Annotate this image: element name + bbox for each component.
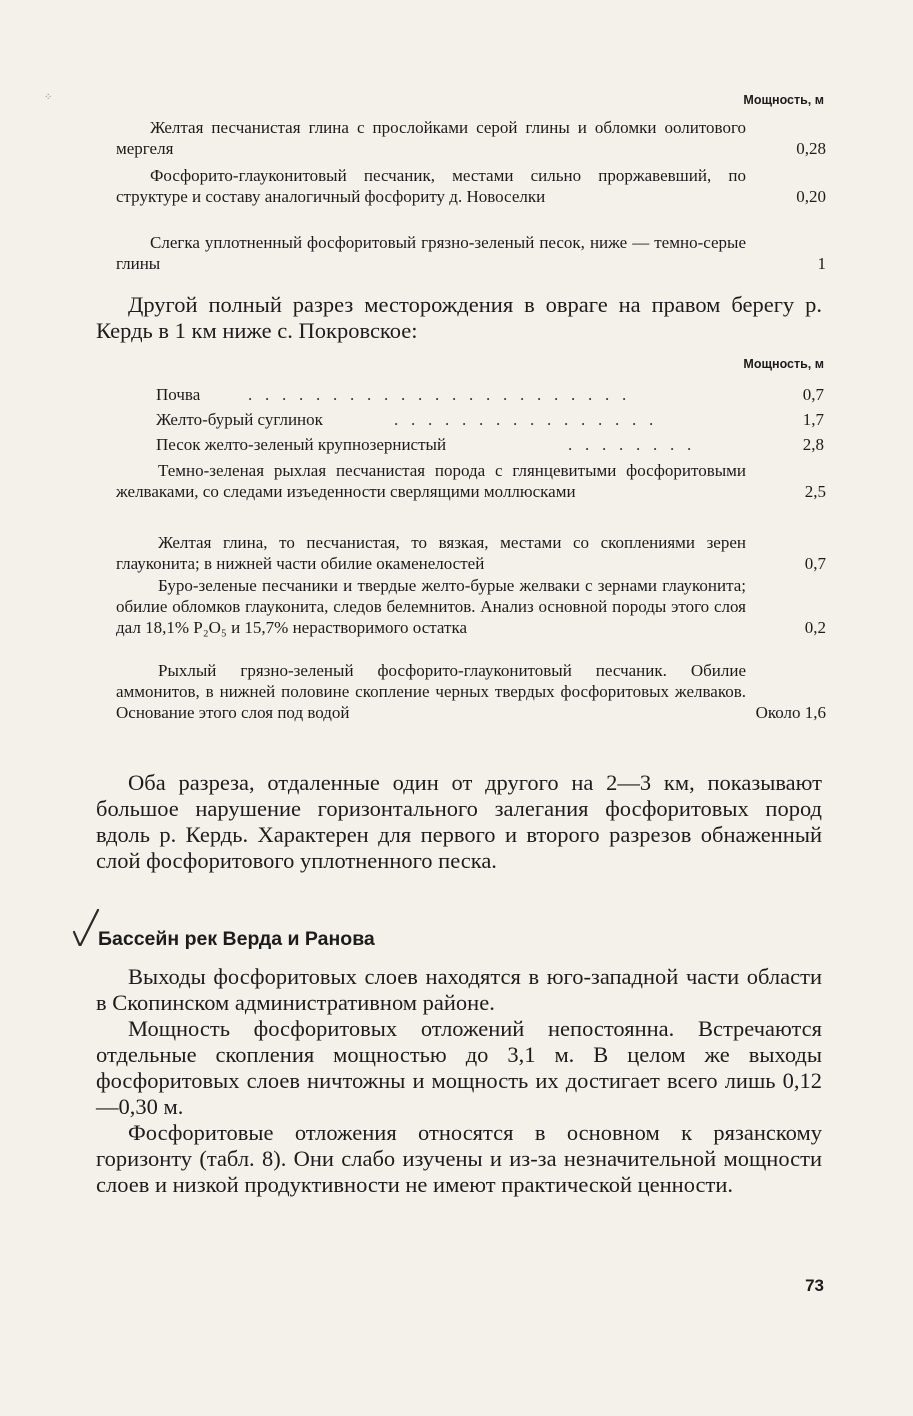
section-heading: Бассейн рек Верда и Ранова xyxy=(98,928,375,950)
layer-thickness: Около 1,6 xyxy=(755,703,826,722)
layer-entry xyxy=(116,460,826,502)
layer-entry xyxy=(116,532,826,574)
layer-description: Слегка уплотненный фосфоритовый грязно-зеленый песок, ниже — темно-серые глины xyxy=(116,233,746,273)
layer-row xyxy=(156,434,824,455)
layer-row xyxy=(156,409,824,430)
layer-description: Рыхлый грязно-зеленый фосфорито-глауконитовый песчаник. Обилие аммонитов, в нижней половине скопление черных твердых фосфоритовых желваков. Основание этого слоя под водой xyxy=(116,661,746,722)
layer-thickness: 2,5 xyxy=(804,482,826,501)
body-paragraph: Мощность фосфоритовых отложений непостоянна. Встречаются отдельные скопления мощностью до 3,1 м. В целом же выходы фосфоритовых слоев ничтожны и мощность их достигает всего лишь 0,12—0,30 м. xyxy=(96,1016,822,1119)
layer-description: Фосфорито-глауконитовый песчаник, местами сильно проржавевший, по структуре и составу аналогичный фосфориту д. Новоселки xyxy=(116,166,746,206)
body-paragraph: Выходы фосфоритовых слоев находятся в юго-западной части области в Скопинском административном районе. xyxy=(96,964,822,1015)
thickness-column-header: Мощность, м xyxy=(743,357,824,371)
layer-entry xyxy=(116,575,826,638)
leader-dots: . . . . . . . . xyxy=(568,435,692,454)
layer-name: Песок желто-зеленый крупнозернистый xyxy=(156,435,447,454)
layer-thickness: 2,8 xyxy=(802,435,824,454)
layer-name: Почва xyxy=(156,385,201,404)
layer-entry xyxy=(116,660,826,723)
intro-paragraph: Другой полный разрез месторождения в овраге на правом берегу р. Кердь в 1 км ниже с. Покровское: xyxy=(96,292,822,343)
checkmark-icon xyxy=(70,906,100,946)
layer-entry xyxy=(116,232,826,274)
layer-thickness: 0,20 xyxy=(796,187,826,206)
page-number: 73 xyxy=(805,1276,824,1295)
layer-description: Желтая глина, то песчанистая, то вязкая, местами со скоплениями зерен глауконита; в нижней части обилие окаменелостей xyxy=(116,533,746,573)
layer-description: Буро-зеленые песчаники и твердые желто-бурые желваки с зернами глауконита; обилие обломков глауконита, следов белемнитов. Анализ основной породы этого слоя дал 18,1% P₂O₅ и 15,7% нерастворимого остатка xyxy=(116,576,746,637)
body-paragraph: Оба разреза, отдаленные один от другого на 2—3 км, показывают большое нарушение горизонтального залегания фосфоритовых пород вдоль р. Кердь. Характерен для первого и второго разрезов обнаженный слой фосфоритового уплотненного песка. xyxy=(96,770,822,873)
layer-entry xyxy=(116,165,826,207)
layer-name: Желто-бурый суглинок xyxy=(156,410,323,429)
layer-description: Желтая песчанистая глина с прослойками серой глины и обломки оолитового мергеля xyxy=(116,118,746,158)
layer-thickness: 0,7 xyxy=(804,554,826,573)
layer-thickness: 1 xyxy=(817,254,826,273)
layer-entry xyxy=(116,117,826,159)
body-paragraph: Фосфоритовые отложения относятся в основном к рязанскому горизонту (табл. 8). Они слабо изучены и из-за незначительной мощности слоев и низкой продуктивности не имеют практической ценности. xyxy=(96,1120,822,1197)
layer-thickness: 0,7 xyxy=(802,385,824,404)
layer-thickness: 0,28 xyxy=(796,139,826,158)
layer-row xyxy=(156,384,824,405)
layer-thickness: 0,2 xyxy=(804,618,826,637)
leader-dots: . . . . . . . . . . . . . . . . xyxy=(394,410,654,429)
layer-thickness: 1,7 xyxy=(802,410,824,429)
leader-dots: . . . . . . . . . . . . . . . . . . . . . . . xyxy=(248,385,627,404)
margin-smudge: ⁘ xyxy=(44,92,53,103)
layer-description: Темно-зеленая рыхлая песчанистая порода с глянцевитыми фосфоритовыми желваками, со следами изъеденности сверлящими моллюсками xyxy=(116,461,746,501)
thickness-column-header: Мощность, м xyxy=(743,93,824,107)
